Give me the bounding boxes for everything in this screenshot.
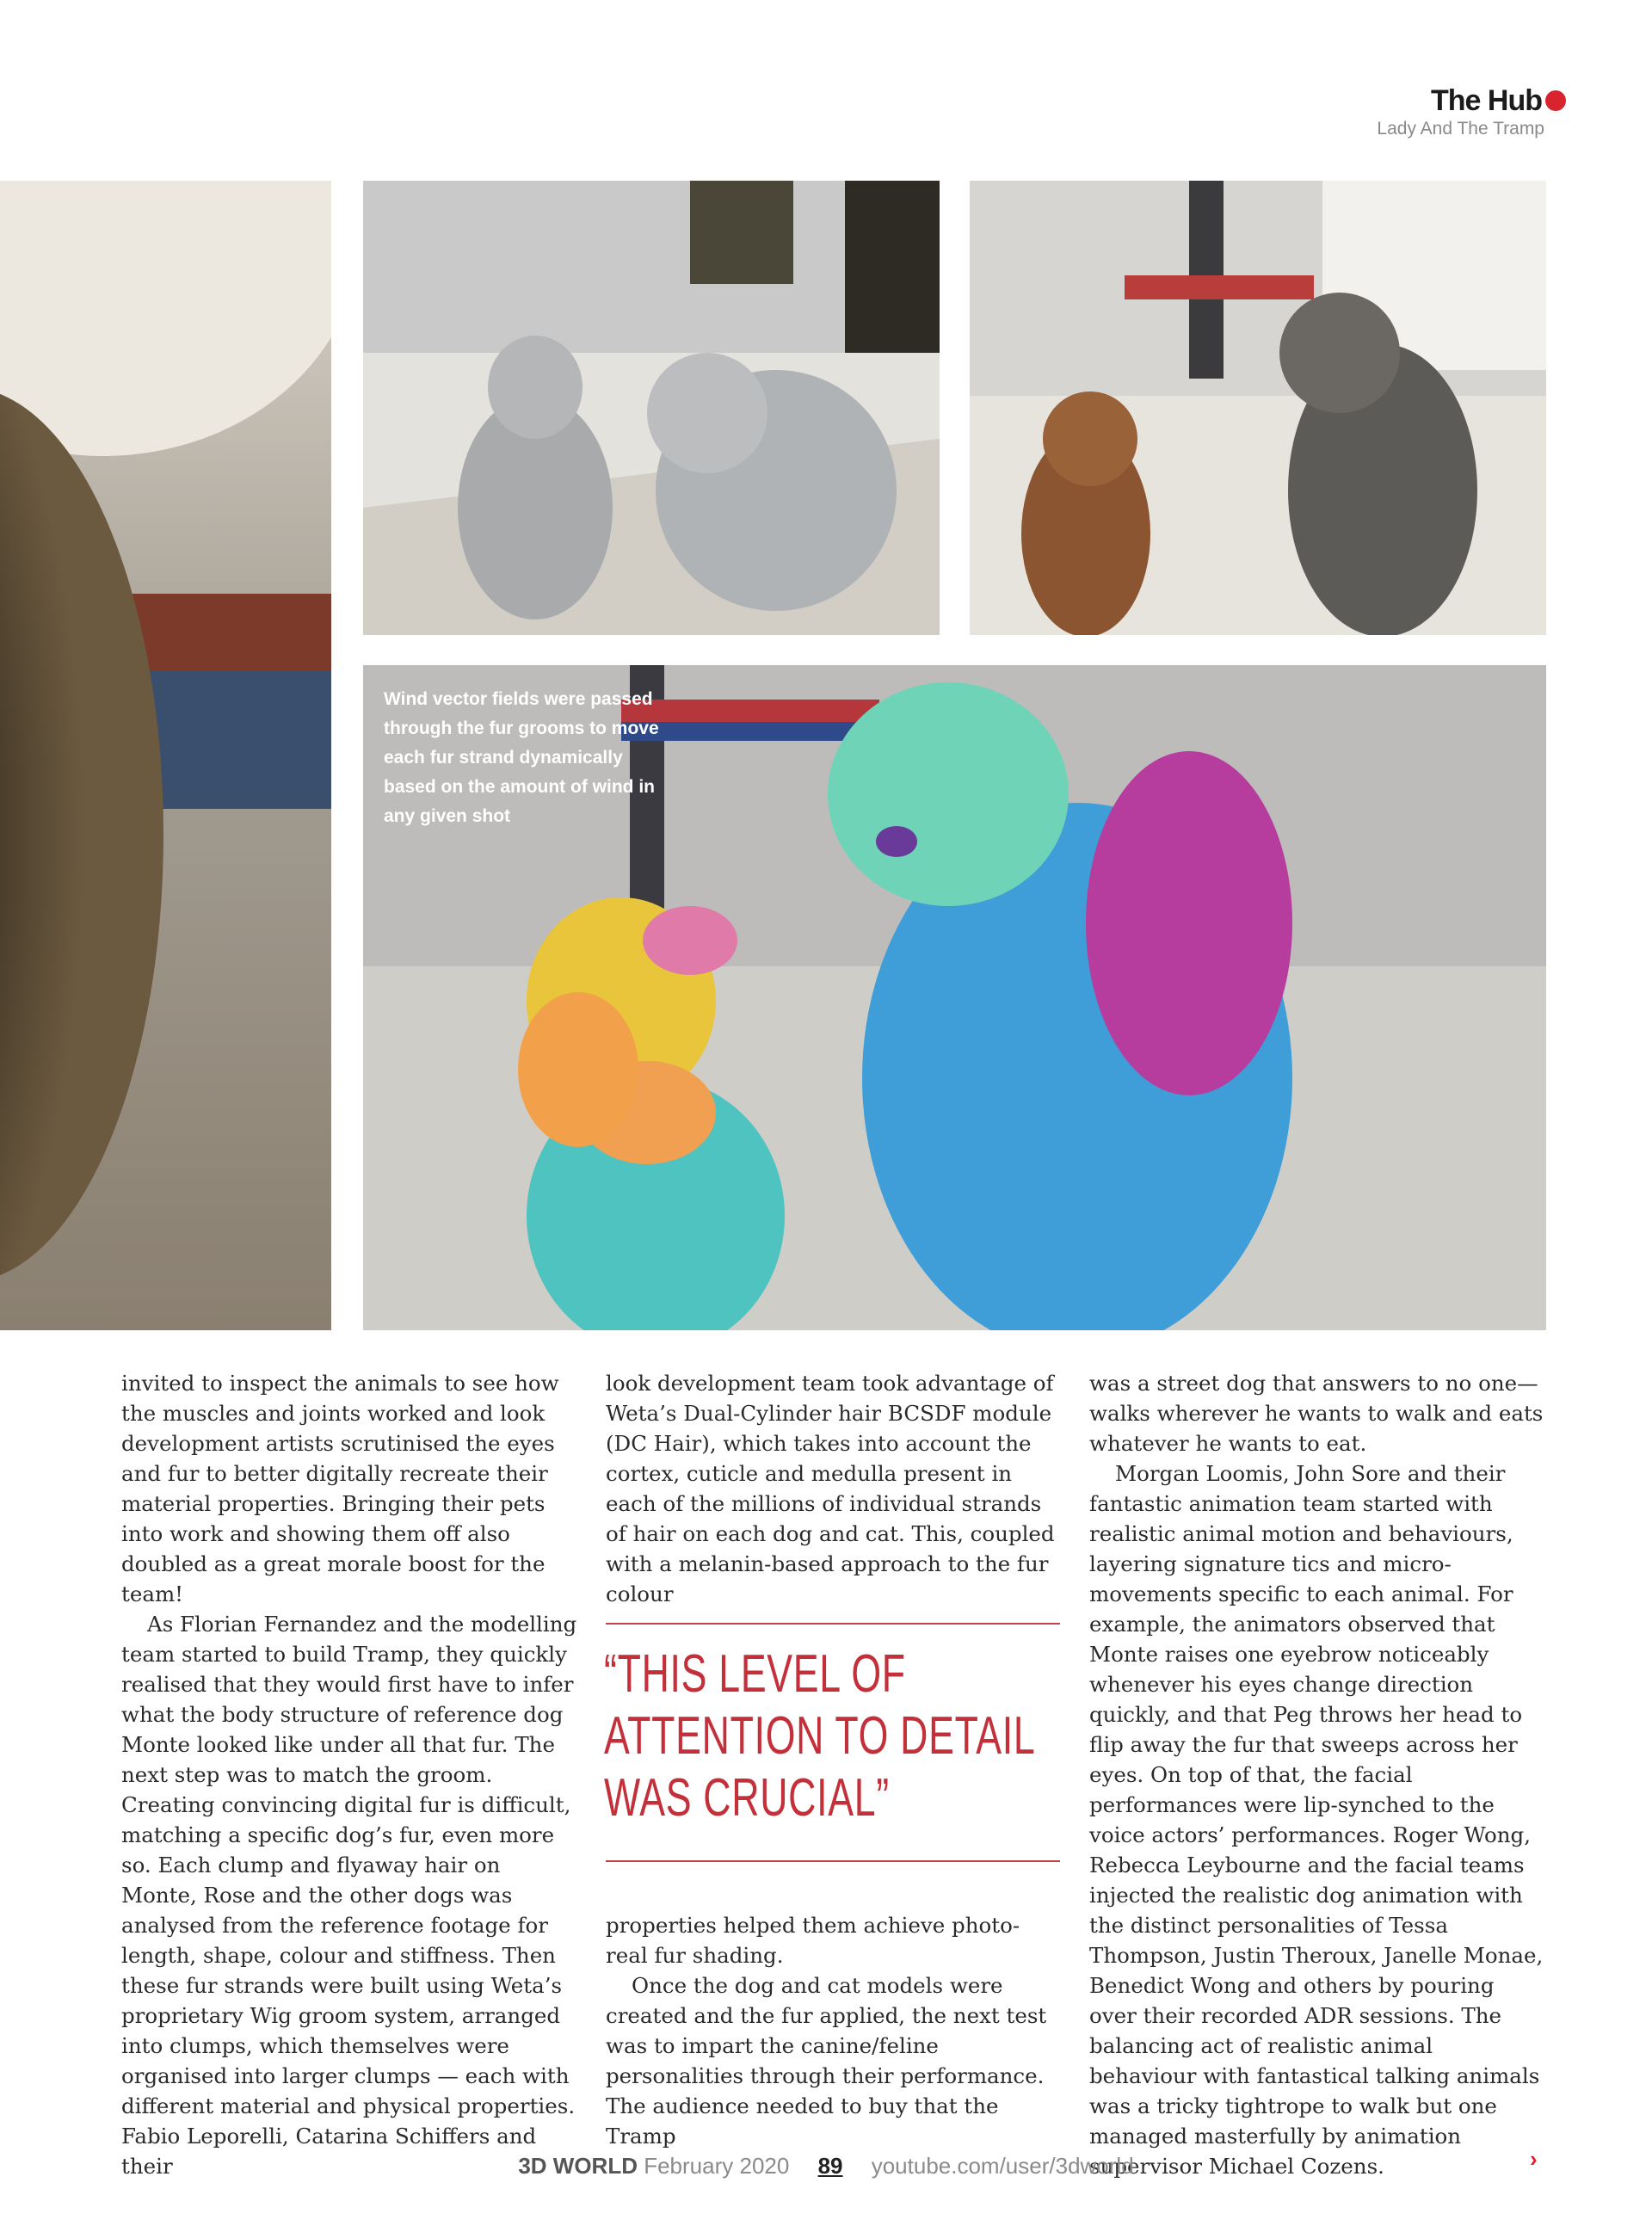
paragraph: As Florian Fernandez and the modelling team started to build Tramp, they quickly realised that they would first have to infer what the body structure of reference dog Monte looked like under all that fur. The next step was to match the groom. Creating convincing digital fur is difficult, matching a specific dog’s fur, even more so. Each clump and flyaway hair on Monte, Rose and the other dogs was analysed from the reference footage for length, shape, colour and stiffness. Then these fur strands were built using Weta’s proprietary Wig groom system, arranged into clumps, which themselves were organised into larger clumps — each with different material and physical properties. Fabio Leporelli, Catarina Schiffers and their bbox=[121, 1612, 577, 2179]
footer-url[interactable]: youtube.com/user/3dworld bbox=[871, 2153, 1134, 2179]
paragraph: was a street dog that answers to no one—walks wherever he wants to walk and eats whatever he wants to eat. bbox=[1089, 1371, 1544, 1456]
section-subtitle: Lady And The Tramp bbox=[1377, 119, 1544, 139]
pullquote-rule-top bbox=[606, 1623, 1060, 1625]
body-column-3 bbox=[1089, 1368, 1545, 2181]
pullquote bbox=[604, 1643, 1034, 1829]
image-caption: Wind vector fields were passed through the fur grooms to move each fur strand dynamically based on the amount of wind in any given shot bbox=[384, 689, 659, 826]
paragraph: invited to inspect the animals to see how the muscles and joints worked and look development artists scrutinised the eyes and fur to better digitally recreate their material properties. Bringing their pets into work and showing them off also doubled as a great morale boost for the team! bbox=[121, 1371, 559, 1606]
page-footer bbox=[0, 2153, 1652, 2180]
continue-arrow-icon: › bbox=[1530, 2146, 1538, 2172]
section-dot-icon bbox=[1545, 90, 1566, 111]
sculpture-photo bbox=[363, 181, 940, 635]
magazine-name: 3D WORLD bbox=[518, 2153, 638, 2179]
paragraph: Once the dog and cat models were created and the fur applied, the next test was to impart the canine/feline personalities through their performance. The audience needed to buy that the Tramp bbox=[606, 1973, 1047, 2149]
dog-closeup-photo bbox=[0, 181, 331, 1330]
paragraph: properties helped them achieve photo-real fur shading. bbox=[606, 1913, 1020, 1968]
section-title: The Hub bbox=[1431, 84, 1542, 117]
paragraph: Morgan Loomis, John Sore and their fantastic animation team started with realistic animal motion and behaviours, layering signature tics and micro-movements specific to each animal. For example, the animators observed that Monte raises one eyebrow noticeably whenever his eyes change direction quickly, and that Peg throws her head to flip away the fur that sweeps across her eyes. On top of that, the facial performances were lip-synched to the voice actors’ performances. Roger Wong, Rebecca Leybourne and the facial teams injected the realistic dog animation with the distinct personalities of Tessa Thompson, Justin Theroux, Janelle Monae, Benedict Wong and others by pouring over their recorded ADR sessions. The balancing act of realistic animal behaviour with fantastical talking animals was a tricky tightrope to walk but one managed masterfully by animation supervisor Michael Cozens. bbox=[1089, 1461, 1544, 2179]
body-column-2-bottom bbox=[606, 1910, 1060, 2151]
body-column-2-top bbox=[606, 1368, 1060, 1609]
issue-date: February 2020 bbox=[644, 2153, 790, 2179]
page-number: 89 bbox=[817, 2153, 843, 2179]
paragraph: look development team took advantage of Weta’s Dual-Cylinder hair BCSDF module (DC Hair), which takes into account the cortex, cuticle and medulla present in each of the millions of individual strands of hair on each dog and cat. This, coupled with a melanin-based approach to the fur colour bbox=[606, 1371, 1055, 1606]
pullquote-text: “THIS LEVEL OF ATTENTION TO DETAIL WAS CRUCIAL” bbox=[604, 1644, 1034, 1828]
pullquote-rule-bottom bbox=[606, 1860, 1060, 1862]
cg-dogs-photo bbox=[970, 181, 1546, 635]
body-column-1 bbox=[121, 1368, 579, 2181]
